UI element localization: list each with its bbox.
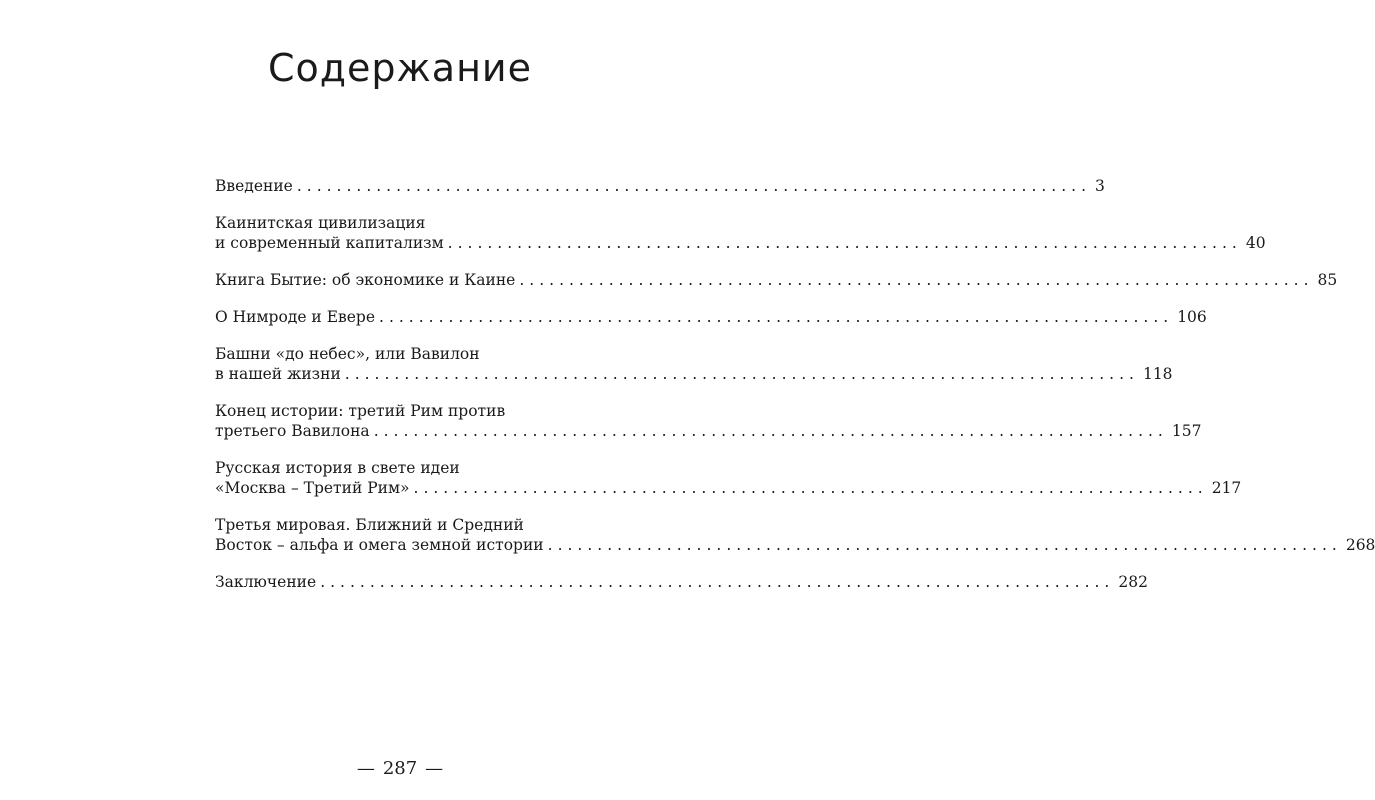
toc-entry-page: 85	[1317, 271, 1338, 289]
toc-entry	[215, 572, 1148, 592]
page-number-value: 287	[382, 758, 418, 779]
toc-entry-page: 157	[1171, 422, 1202, 440]
toc-leader-dots: ................................................................................	[413, 479, 1208, 497]
toc-entry-title: в нашей жизни	[215, 365, 341, 383]
page-title: Содержание	[268, 46, 532, 90]
toc-leader-dots: ................................................................................	[373, 422, 1168, 440]
toc-entry-page: 3	[1095, 177, 1105, 195]
toc-entry-line	[215, 421, 1202, 441]
toc-entry-title: «Москва – Третий Рим»	[215, 479, 410, 497]
toc-entry-title: Башни «до небес», или Вавилон	[215, 345, 480, 363]
toc-entry-title: третьего Вавилона	[215, 422, 370, 440]
table-of-contents	[215, 176, 1375, 592]
toc-entry-line	[215, 213, 611, 233]
toc-leader-dots: ................................................................................	[547, 536, 1342, 554]
toc-entry-line	[215, 344, 611, 364]
toc-entry	[215, 176, 1105, 196]
toc-entry-page: 106	[1177, 308, 1207, 326]
page-number	[0, 758, 800, 779]
toc-entry-title: и современный капитализм	[215, 234, 444, 252]
toc-entry-line	[215, 270, 1338, 290]
toc-entry	[215, 515, 1375, 555]
toc-entry-title: Каинитская цивилизация	[215, 214, 426, 232]
page-number-dash-left: —	[356, 758, 375, 779]
toc-entry-line	[215, 401, 611, 421]
toc-entry-title: О Нимроде и Евере	[215, 308, 376, 326]
toc-entry	[215, 344, 1173, 384]
toc-entry-page: 268	[1345, 536, 1375, 554]
toc-entry-line	[215, 176, 1105, 196]
toc-entry	[215, 401, 1202, 441]
toc-entry-page: 282	[1118, 573, 1148, 591]
toc-entry-page: 40	[1245, 234, 1266, 252]
toc-entry-line	[215, 535, 1375, 555]
toc-entry-line	[215, 364, 1173, 384]
toc-entry-title: Заключение	[215, 573, 317, 591]
toc-entry	[215, 458, 1242, 498]
toc-entry-line	[215, 478, 1242, 498]
toc-entry-line	[215, 307, 1207, 327]
toc-entry-page: 217	[1211, 479, 1242, 497]
toc-entry-title: Третья мировая. Ближний и Средний	[215, 516, 524, 534]
toc-entry-title: Русская история в свете идеи	[215, 459, 460, 477]
toc-leader-dots: ................................................................................	[320, 573, 1115, 591]
toc-entry-line	[215, 515, 611, 535]
toc-entry	[215, 270, 1338, 290]
toc-entry-title: Конец истории: третий Рим против	[215, 402, 506, 420]
toc-leader-dots: ................................................................................	[344, 365, 1139, 383]
toc-leader-dots: ................................................................................	[379, 308, 1174, 326]
toc-leader-dots: ................................................................................	[519, 271, 1314, 289]
toc-entry-title: Восток – альфа и омега земной истории	[215, 536, 544, 554]
toc-entry-line	[215, 458, 611, 478]
toc-entry	[215, 307, 1207, 327]
toc-entry-title: Книга Бытие: об экономике и Каине	[215, 271, 516, 289]
toc-entry-page: 118	[1142, 365, 1173, 383]
toc-entry-line	[215, 572, 1148, 592]
toc-leader-dots: ................................................................................	[447, 234, 1242, 252]
page-number-dash-right: —	[425, 758, 444, 779]
toc-entry	[215, 213, 1266, 253]
toc-leader-dots: ................................................................................	[296, 177, 1092, 195]
toc-entry-line	[215, 233, 1266, 253]
toc-entry-title: Введение	[215, 177, 293, 195]
